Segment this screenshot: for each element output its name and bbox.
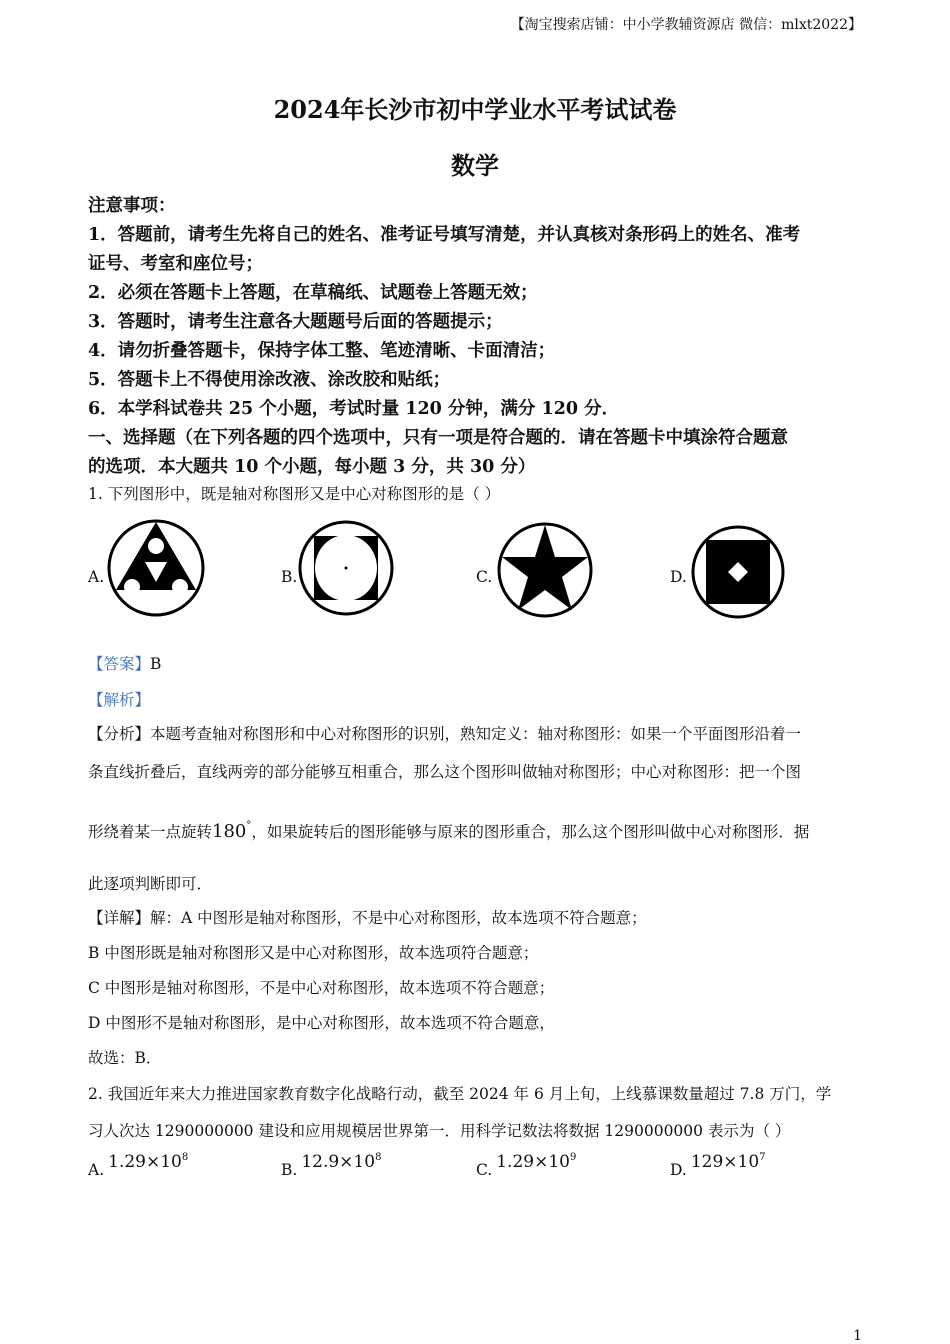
analysis-line: 此逐项判断即可．: [88, 875, 213, 893]
option-label: D.: [670, 1161, 687, 1179]
option-b-label: B.: [281, 568, 298, 586]
detail-line: D 中图形不是轴对称图形，是中心对称图形，故本选项不符合题意，: [88, 1014, 555, 1032]
option-exponent: 9: [569, 1152, 577, 1163]
q2-option-d: [670, 1152, 766, 1179]
option-label: B.: [281, 1161, 298, 1179]
option-d-label: D.: [670, 568, 687, 586]
option-base: 12.9×10: [301, 1152, 376, 1172]
notice-item: 6．本学科试卷共 25 个小题，考试时量 120 分钟，满分 120 分．: [88, 399, 620, 419]
analysis-line-with-angle: [88, 820, 809, 842]
answer-tag: 【答案】: [88, 655, 151, 673]
answer-line: [88, 652, 161, 674]
triangle-in-circle-figure: [106, 516, 206, 620]
q2-option-b: [281, 1152, 382, 1179]
angle-number: 180: [212, 821, 247, 842]
page-title: 2024年长沙市初中学业水平考试试卷: [273, 95, 677, 124]
q2-option-a: [88, 1152, 189, 1179]
header-note: 【淘宝搜索店铺：中小学教辅资源店 微信：mlxt2022】: [510, 17, 862, 33]
notice-item: 4．请勿折叠答题卡，保持字体工整、笔迹清晰、卡面清洁；: [88, 341, 556, 361]
square-in-circle-figure: [298, 516, 394, 620]
option-base: 129×10: [690, 1152, 760, 1172]
notice-item: 2．必须在答题卡上答题，在草稿纸、试题卷上答题无效；: [88, 283, 538, 303]
angle-value: [212, 821, 251, 842]
option-base: 1.29×10: [496, 1152, 570, 1172]
notice-item: 3．答题时，请考生注意各大题题号后面的答题提示；: [88, 312, 503, 332]
detail-line: 【详解】解：A 中图形是轴对称图形，不是中心对称图形，故本选项不符合题意；: [88, 909, 647, 927]
option-label: A.: [88, 1161, 105, 1179]
detail-line: C 中图形是轴对称图形，不是中心对称图形，故本选项不符合题意；: [88, 979, 555, 997]
notice-heading: 注意事项：: [88, 196, 176, 216]
analysis-line: 【分析】本题考查轴对称图形和中心对称图形的识别，熟知定义：轴对称图形：如果一个平面图形沿着一: [88, 725, 802, 743]
question-1-stem: 1. 下列图形中，既是轴对称图形又是中心对称图形的是（ ）: [88, 485, 501, 503]
detail-line: 故选：B．: [88, 1049, 162, 1067]
section-heading: 一、选择题（在下列各题的四个选项中，只有一项是符合题的．请在答题卡中填涂符合题意: [88, 428, 788, 448]
question-2-stem-cont: 习人次达 1290000000 建设和应用规模居世界第一．用科学记数法将数据 1290000000 表示为（ ）: [88, 1122, 791, 1140]
notice-item: 证号、考室和座位号；: [88, 254, 263, 274]
page-number: 1: [853, 1328, 862, 1344]
option-base: 1.29×10: [108, 1152, 182, 1172]
analysis-line: 条直线折叠后，直线两旁的部分能够互相重合，那么这个图形叫做轴对称图形；中心对称图形：把一个图: [88, 763, 802, 781]
option-exponent: 7: [759, 1152, 766, 1163]
question-2-stem: 2. 我国近年来大力推进国家教育数字化战略行动，截至 2024 年 6 月上旬，上线慕课数量超过 7.8 万门，学: [88, 1085, 832, 1103]
detail-line: B 中图形既是轴对称图形又是中心对称图形，故本选项符合题意；: [88, 944, 539, 962]
analysis-text: ，如果旋转后的图形能够与原来的图形重合，那么这个图形叫做中心对称图形．据: [251, 823, 810, 841]
square-diamond-in-circle-figure: [690, 524, 786, 620]
option-a-label: A.: [88, 568, 105, 586]
option-exponent: 8: [375, 1152, 382, 1163]
degree-symbol: °: [246, 820, 252, 831]
option-label: C.: [476, 1161, 493, 1179]
star-in-circle-figure: [496, 520, 594, 620]
notice-item: 5．答题卡上不得使用涂改液、涂改胶和贴纸；: [88, 370, 451, 390]
analysis-text: 形绕着某一点旋转: [88, 823, 213, 841]
section-heading-cont: 的选项．本大题共 10 个小题，每小题 3 分，共 30 分）: [88, 457, 536, 477]
notice-item: 1．答题前，请考生先将自己的姓名、准考证号填写清楚，并认真核对条形码上的姓名、准考: [88, 225, 801, 245]
answer-value: B: [150, 655, 162, 673]
option-c-label: C.: [476, 568, 493, 586]
q2-option-c: [476, 1152, 577, 1179]
subject-title: 数学: [451, 151, 499, 180]
option-exponent: 8: [181, 1152, 189, 1163]
analysis-tag: 【解析】: [88, 691, 151, 709]
